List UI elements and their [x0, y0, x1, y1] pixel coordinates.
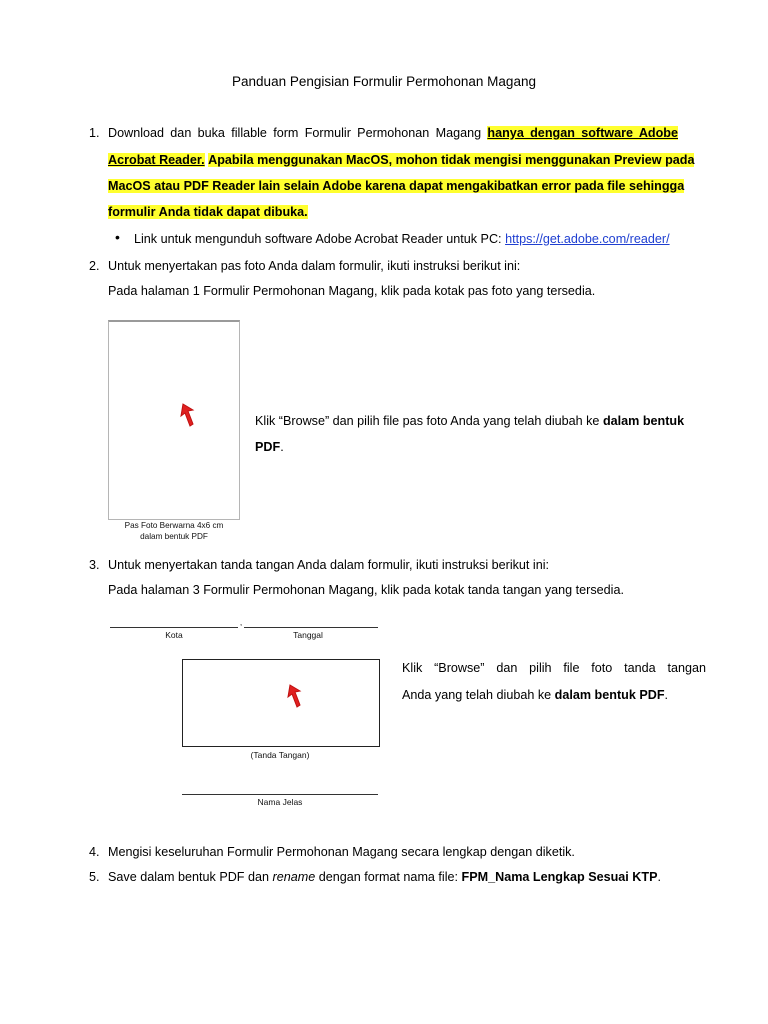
step-3-number: 3. — [89, 558, 100, 572]
signature-upload-box[interactable] — [182, 659, 380, 747]
tanggal-label: Tanggal — [293, 630, 323, 640]
signature-arrow-icon — [285, 683, 305, 709]
step-1-text: Download dan buka fillable form Formulir Permohonan Magang — [108, 126, 482, 140]
photo-instruction-line-2 — [255, 440, 284, 454]
photo-arrow-icon — [178, 402, 198, 428]
step-5-filename-format: FPM_Nama Lengkap Sesuai KTP — [461, 870, 658, 884]
adobe-reader-link[interactable]: https://get.adobe.com/reader/ — [505, 232, 670, 246]
step-2-number: 2. — [89, 259, 100, 273]
step-2-line-1: Untuk menyertakan pas foto Anda dalam formulir, ikuti instruksi berikut ini: — [108, 259, 521, 273]
step-4-number: 4. — [89, 845, 100, 859]
step-3-line-2: Pada halaman 3 Formulir Permohonan Magang, klik pada kotak tanda tangan yang tersedia. — [108, 583, 624, 597]
photo-instruction-bold: dalam bentuk — [602, 414, 685, 428]
step-3-line-1: Untuk menyertakan tanda tangan Anda dalam formulir, ikuti instruksi berikut ini: — [108, 558, 550, 572]
step-5-rename: rename — [272, 870, 316, 884]
signature-instruction-text: Anda yang telah diubah ke — [402, 688, 552, 702]
nama-jelas-label: Nama Jelas — [257, 797, 303, 807]
step-1-acrobat-reader: Acrobat Reader. — [108, 153, 205, 167]
signature-instruction-bold: dalam bentuk PDF — [554, 688, 665, 702]
kota-line — [110, 627, 238, 628]
step-4-text: Mengisi keseluruhan Formulir Permohonan Magang secara lengkap dengan diketik. — [108, 845, 575, 859]
photo-instruction-text: Klik “Browse” dan pilih file pas foto Anda yang telah diubah ke — [255, 414, 600, 428]
nama-jelas-line — [182, 794, 378, 795]
step-1-line-1 — [108, 126, 678, 140]
signature-instruction-line-1: Klik “Browse” dan pilih file foto tanda tangan — [402, 661, 706, 675]
step-1-line-2 — [108, 153, 695, 167]
step-1-highlight-underlined: hanya dengan software Adobe — [487, 126, 678, 140]
bullet-text: Link untuk mengunduh software Adobe Acrobat Reader untuk PC: — [134, 232, 502, 246]
photo-instruction-pdf: PDF — [255, 440, 281, 454]
bullet-item-download-link — [134, 232, 670, 246]
photo-upload-box[interactable] — [108, 320, 240, 520]
photo-instruction-line-1 — [255, 414, 684, 428]
photo-caption-line-2: dalam bentuk PDF — [140, 532, 208, 541]
step-1-number: 1. — [89, 126, 100, 140]
page-title: Panduan Pengisian Formulir Permohonan Magang — [232, 74, 536, 89]
bullet-dot: • — [115, 229, 120, 245]
step-1-warning-continued: MacOS atau PDF Reader lain selain Adobe karena dapat mengakibatkan error pada file sehingga — [108, 179, 685, 193]
tanda-tangan-label: (Tanda Tangan) — [250, 750, 310, 760]
step-5-line — [108, 870, 661, 884]
signature-instruction-line-2 — [402, 688, 668, 702]
signature-instruction-period: . — [664, 688, 669, 702]
step-1-line-3 — [108, 179, 685, 193]
step-1-line-4 — [108, 205, 308, 219]
photo-caption — [108, 520, 240, 542]
kota-label: Kota — [165, 630, 183, 640]
step-2-line-2: Pada halaman 1 Formulir Permohonan Magang, klik pada kotak pas foto yang tersedia. — [108, 284, 596, 298]
tanggal-line — [244, 627, 378, 628]
photo-instruction-period: . — [280, 440, 284, 454]
step-5-period: . — [657, 870, 661, 884]
step-5-text-1: Save dalam bentuk PDF dan — [108, 870, 270, 884]
step-5-number: 5. — [89, 870, 100, 884]
step-1-macos-warning: Apabila menggunakan MacOS, mohon tidak mengisi menggunakan Preview pada — [208, 153, 695, 167]
step-1-warning-end: formulir Anda tidak dapat dibuka. — [108, 205, 308, 219]
step-5-text-2: dengan format nama file: — [318, 870, 459, 884]
comma-separator: , — [239, 617, 243, 627]
photo-caption-line-1: Pas Foto Berwarna 4x6 cm — [124, 521, 224, 530]
